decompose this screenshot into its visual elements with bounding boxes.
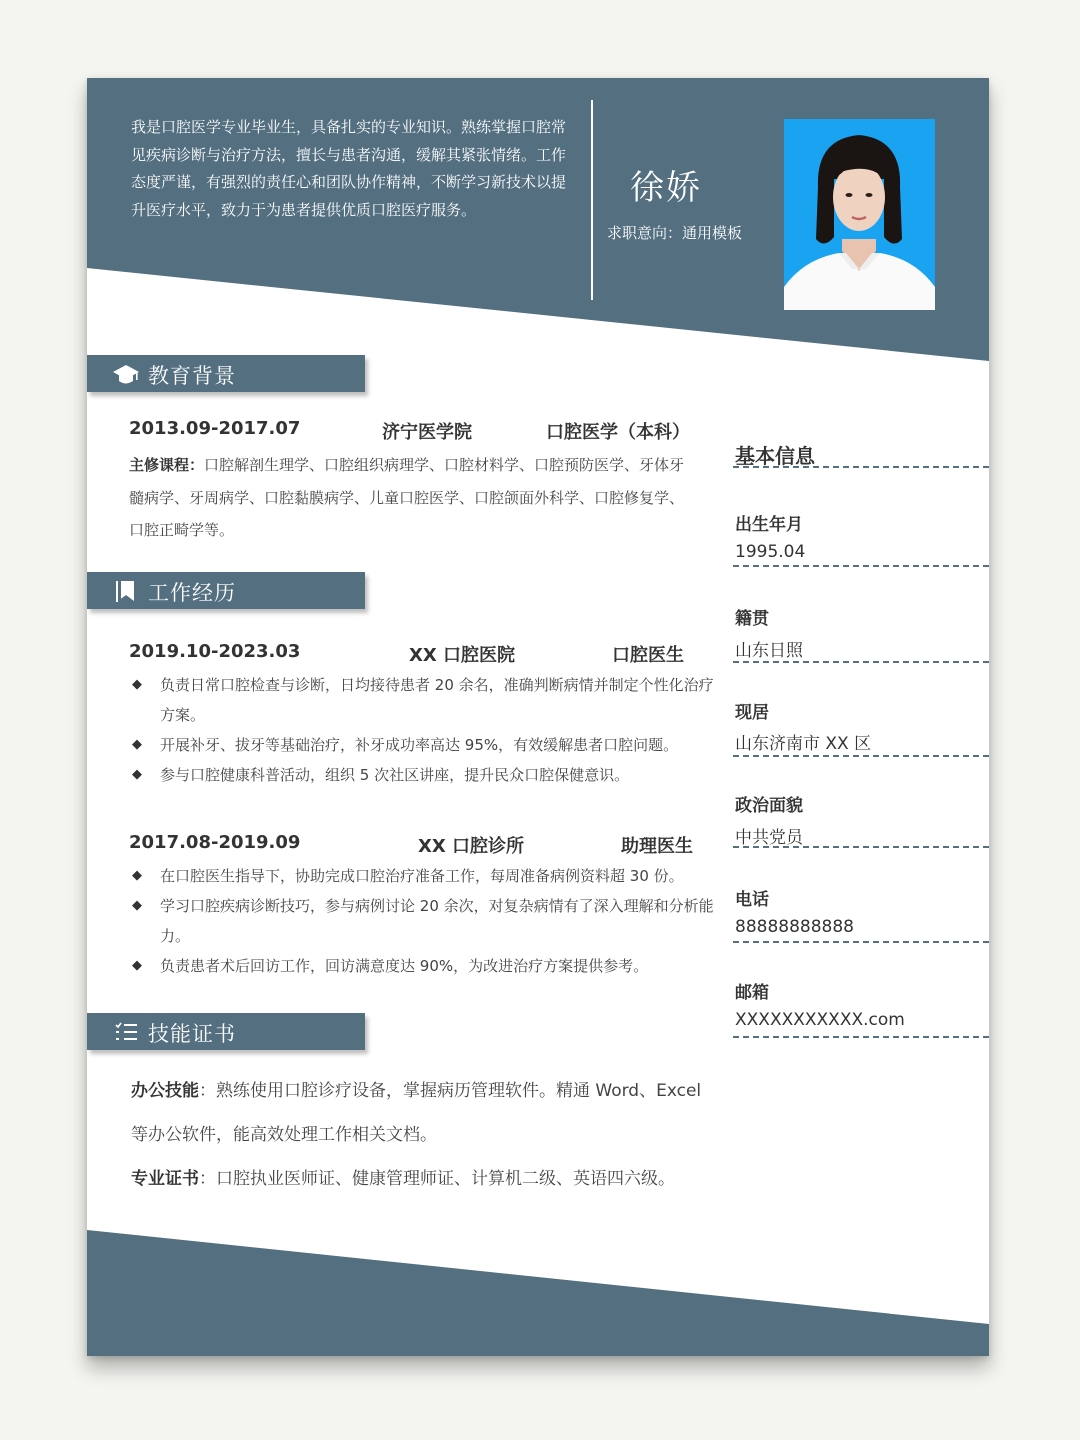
school-name: 济宁医学院 bbox=[382, 422, 472, 443]
job-date: 2019.10-2023.03 bbox=[129, 641, 301, 662]
list-item: ◆ 负责日常口腔检查与诊断，日均接待患者 20 余名，准确判断病情并制定个性化治疗方案。 bbox=[129, 670, 719, 730]
section-header-work bbox=[87, 572, 365, 609]
diamond-bullet-icon: ◆ bbox=[132, 737, 142, 752]
divider bbox=[733, 661, 989, 663]
divider bbox=[733, 565, 989, 567]
certificates-label: 专业证书 bbox=[131, 1169, 199, 1189]
office-skills-label: 办公技能 bbox=[131, 1081, 199, 1101]
diamond-bullet-icon: ◆ bbox=[132, 898, 142, 913]
list-item: ◆ 负责患者术后回访工作，回访满意度达 90%，为改进治疗方案提供参考。 bbox=[129, 951, 719, 981]
checklist-icon bbox=[112, 1019, 140, 1045]
diamond-bullet-icon: ◆ bbox=[132, 767, 142, 782]
job-company: XX 口腔医院 bbox=[409, 645, 516, 666]
list-item: ◆ 学习口腔疾病诊断技巧，参与病例讨论 20 余次，对复杂病情有了深入理解和分析能力。 bbox=[129, 891, 719, 951]
residence-value: 山东济南市 XX 区 bbox=[735, 734, 872, 754]
certificates bbox=[131, 1157, 731, 1201]
office-skills-text: ：熟练使用口腔诊疗设备，掌握病历管理软件。精通 Word、Excel 等办公软件，能高效处理工作相关文档。 bbox=[131, 1081, 702, 1145]
resume-page bbox=[87, 78, 989, 1356]
residence-label: 现居 bbox=[735, 703, 769, 723]
job-duties bbox=[129, 861, 719, 981]
email-label: 邮箱 bbox=[735, 983, 769, 1003]
certificates-text: ：口腔执业医师证、健康管理师证、计算机二级、英语四六级。 bbox=[199, 1169, 675, 1189]
origin-value: 山东日照 bbox=[735, 641, 803, 661]
birth-value: 1995.04 bbox=[735, 542, 806, 562]
office-skills bbox=[131, 1069, 705, 1157]
politics-label: 政治面貌 bbox=[735, 796, 803, 816]
education-date: 2013.09-2017.07 bbox=[129, 418, 301, 439]
divider bbox=[733, 1036, 989, 1038]
phone-label: 电话 bbox=[735, 890, 769, 910]
birth-label: 出生年月 bbox=[735, 515, 803, 535]
job-intent: 求职意向：通用模板 bbox=[607, 224, 743, 242]
politics-value: 中共党员 bbox=[735, 828, 803, 848]
diamond-bullet-icon: ◆ bbox=[132, 677, 142, 692]
job-company: XX 口腔诊所 bbox=[418, 836, 525, 857]
course-list bbox=[129, 449, 691, 547]
diamond-bullet-icon: ◆ bbox=[132, 958, 142, 973]
divider bbox=[733, 755, 989, 757]
job-duties bbox=[129, 670, 719, 790]
job-date: 2017.08-2019.09 bbox=[129, 832, 301, 853]
section-header-education bbox=[87, 355, 365, 392]
divider bbox=[733, 846, 989, 848]
candidate-name: 徐娇 bbox=[630, 168, 702, 208]
basic-info-title: 基本信息 bbox=[735, 444, 815, 468]
profile-photo bbox=[784, 119, 935, 310]
graduation-cap-icon bbox=[112, 361, 140, 387]
major-name: 口腔医学（本科） bbox=[546, 422, 690, 443]
section-title: 工作经历 bbox=[148, 581, 236, 605]
phone-value: 88888888888 bbox=[735, 917, 854, 937]
origin-label: 籍贯 bbox=[735, 609, 769, 629]
diamond-bullet-icon: ◆ bbox=[132, 868, 142, 883]
self-introduction: 我是口腔医学专业毕业生，具备扎实的专业知识。熟练掌握口腔常见疾病诊断与治疗方法，擅长与患者沟通，缓解其紧张情绪。工作态度严谨，有强烈的责任心和团队协作精神，不断学习新技术以提升医疗水平，致力于为患者提供优质口腔医疗服务。 bbox=[131, 118, 567, 219]
list-item: ◆ 开展补牙、拔牙等基础治疗，补牙成功率高达 95%，有效缓解患者口腔问题。 bbox=[129, 730, 719, 760]
section-title: 技能证书 bbox=[148, 1022, 236, 1046]
course-text: 口腔解剖生理学、口腔组织病理学、口腔材料学、口腔预防医学、牙体牙髓病学、牙周病学、口腔黏膜病学、儿童口腔医学、口腔颌面外科学、口腔修复学、口腔正畸学等。 bbox=[129, 456, 685, 539]
flag-icon bbox=[112, 578, 140, 604]
job-role: 口腔医生 bbox=[612, 645, 684, 666]
course-label: 主修课程： bbox=[129, 456, 205, 474]
list-item: ◆ 参与口腔健康科普活动，组织 5 次社区讲座，提升民众口腔保健意识。 bbox=[129, 760, 719, 790]
divider bbox=[733, 466, 989, 468]
footer-band bbox=[87, 1230, 989, 1356]
divider bbox=[733, 941, 989, 943]
email-value: XXXXXXXXXXX.com bbox=[735, 1010, 905, 1030]
section-title: 教育背景 bbox=[148, 364, 236, 388]
section-header-skills bbox=[87, 1013, 365, 1050]
header-divider bbox=[591, 100, 593, 300]
job-role: 助理医生 bbox=[621, 836, 693, 857]
list-item: ◆ 在口腔医生指导下，协助完成口腔治疗准备工作，每周准备病例资料超 30 份。 bbox=[129, 861, 719, 891]
